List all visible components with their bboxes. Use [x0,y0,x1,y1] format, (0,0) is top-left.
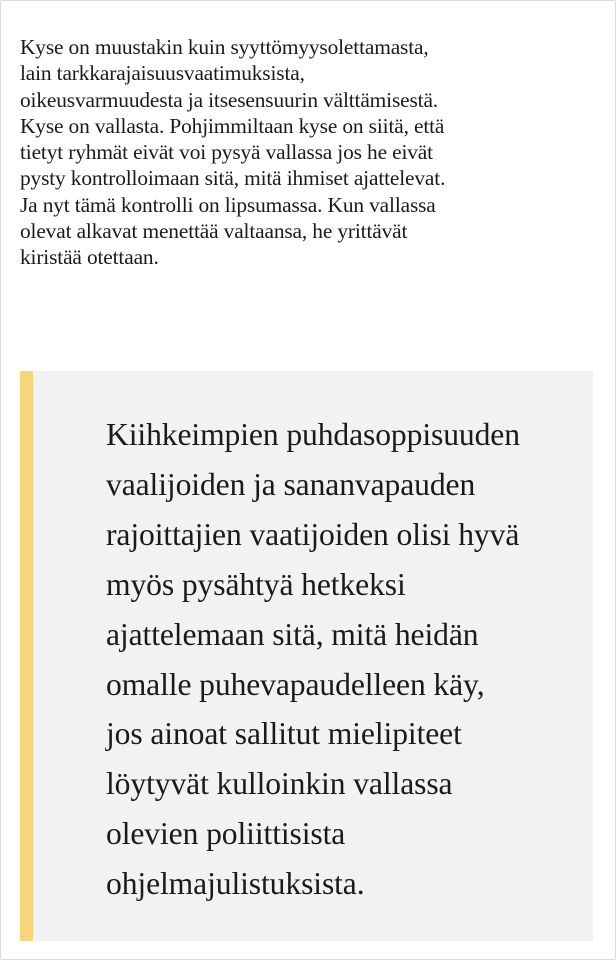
quote-line: omalle puhevapaudelleen käy, [106,666,485,702]
paragraph-line: oikeusvarmuudesta ja itsesensuurin välttämisestä. [20,87,438,112]
quote-line: vaalijoiden ja sananvapauden [106,466,476,502]
quote-line: löytyvät kulloinkin vallassa [106,766,453,802]
quote-line: ohjelmajulistuksista. [106,866,365,902]
article-paragraph [20,34,600,271]
pull-quote [20,371,593,941]
quote-line: ajattelemaan sitä, mitä heidän [106,616,479,652]
quote-line: jos ainoat sallitut mielipiteet [106,716,462,752]
paragraph-line: Ja nyt tämä kontrolli on lipsumassa. Kun vallassa [20,192,436,217]
quote-line: rajoittajien vaatijoiden olisi hyvä [106,516,520,552]
paragraph-line: tietyt ryhmät eivät voi pysyä vallassa jos he eivät [20,140,433,165]
pull-quote-text [106,410,520,909]
quote-line: Kiihkeimpien puhdasoppisuuden [106,417,520,452]
paragraph-line: olevat alkavat menettää valtaansa, he yrittävät [20,219,408,244]
paragraph-line: Kyse on vallasta. Pohjimmiltaan kyse on siitä, että [20,113,445,138]
paragraph-line: Kyse on muustakin kuin syyttömyysolettamasta, [20,35,429,59]
paragraph-line: pysty kontrolloimaan sitä, mitä ihmiset ajattelevat. [20,166,446,191]
paragraph-line: lain tarkkarajaisuusvaatimuksista, [20,61,305,86]
quote-line: olevien poliittisista [106,816,346,852]
quote-line: myös pysähtyä hetkeksi [106,566,406,602]
paragraph-line: kiristää otettaan. [20,245,159,270]
